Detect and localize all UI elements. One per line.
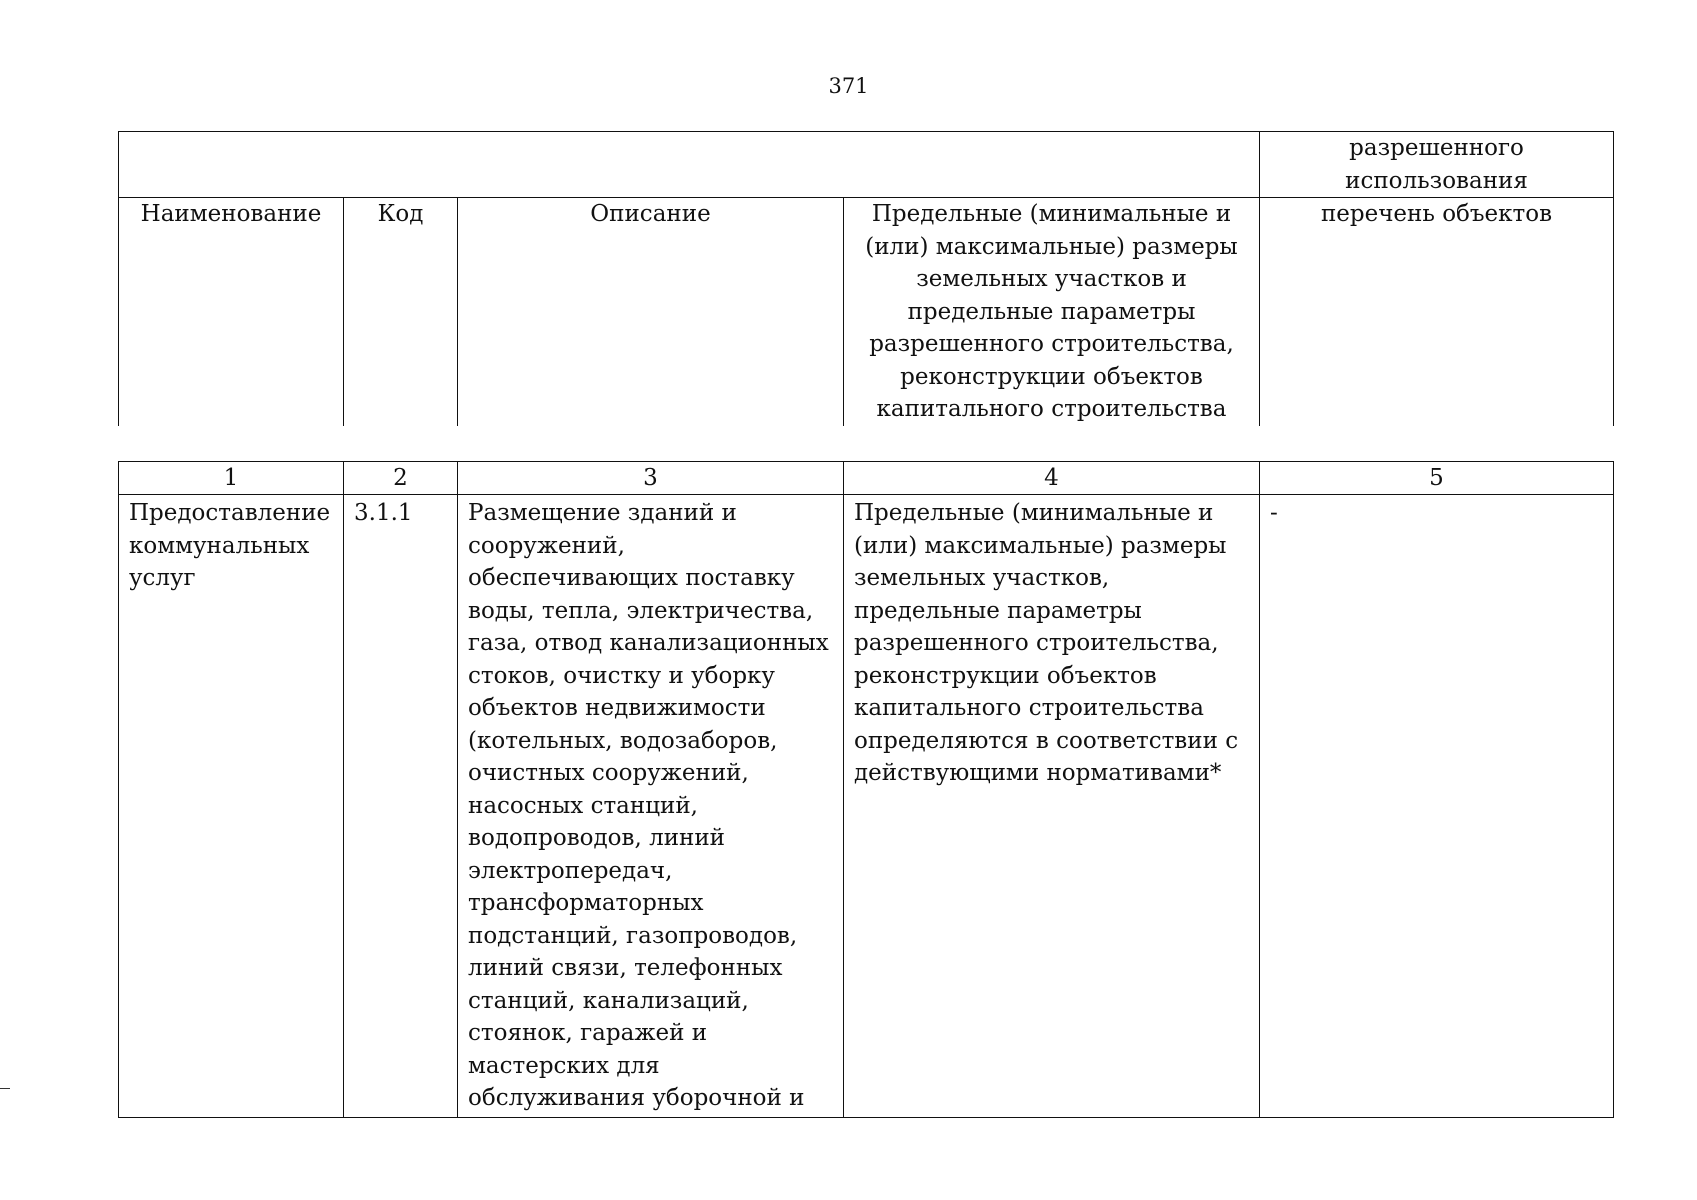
header-col-name: Наименование <box>119 198 344 427</box>
table-row <box>119 495 1614 1118</box>
header-col-description: Описание <box>458 198 844 427</box>
table-header <box>118 131 1614 426</box>
row-description-cell: Размещение зданий и сооружений, обеспечивающих поставку воды, тепла, электричества, газа, отвод канализационных стоков, очистку и уборку объектов недвижимости (котельных, водозаборов, очистных сооружений, насосных станций, водопроводов, линий электропередач, трансформаторных подстанций, газопроводов, линий связи, телефонных станций, канализаций, стоянок, гаражей и мастерских для обслуживания уборочной и <box>458 495 844 1118</box>
table-body <box>118 461 1614 1118</box>
header-col-limits: Предельные (минимальные и (или) максимальные) размеры земельных участков и предельные параметры разрешенного строительства, реконструкции объектов капитального строительства <box>844 198 1260 427</box>
row-code-cell: 3.1.1 <box>344 495 458 1118</box>
row-limits-cell: Предельные (минимальные и (или) максимальные) размеры земельных участков, предельные параметры разрешенного строительства, реконструкции объектов капитального строительства определяются в соответствии с действующими нормативами* <box>844 495 1260 1118</box>
column-number-1: 1 <box>119 462 344 495</box>
header-top-row <box>119 132 1614 198</box>
header-top-empty-cell <box>119 132 1260 198</box>
page-number: 371 <box>828 74 869 98</box>
row-objects-cell: - <box>1260 495 1614 1118</box>
column-number-3: 3 <box>458 462 844 495</box>
column-number-row <box>119 462 1614 495</box>
margin-mark <box>0 1088 10 1089</box>
column-number-2: 2 <box>344 462 458 495</box>
header-name-row <box>119 198 1614 427</box>
header-col-code: Код <box>344 198 458 427</box>
column-number-5: 5 <box>1260 462 1614 495</box>
row-name-cell: Предоставление коммунальных услуг <box>119 495 344 1118</box>
header-top-right-cell: разрешенного использования <box>1260 132 1614 198</box>
header-col-objects: перечень объектов <box>1260 198 1614 427</box>
column-number-4: 4 <box>844 462 1260 495</box>
